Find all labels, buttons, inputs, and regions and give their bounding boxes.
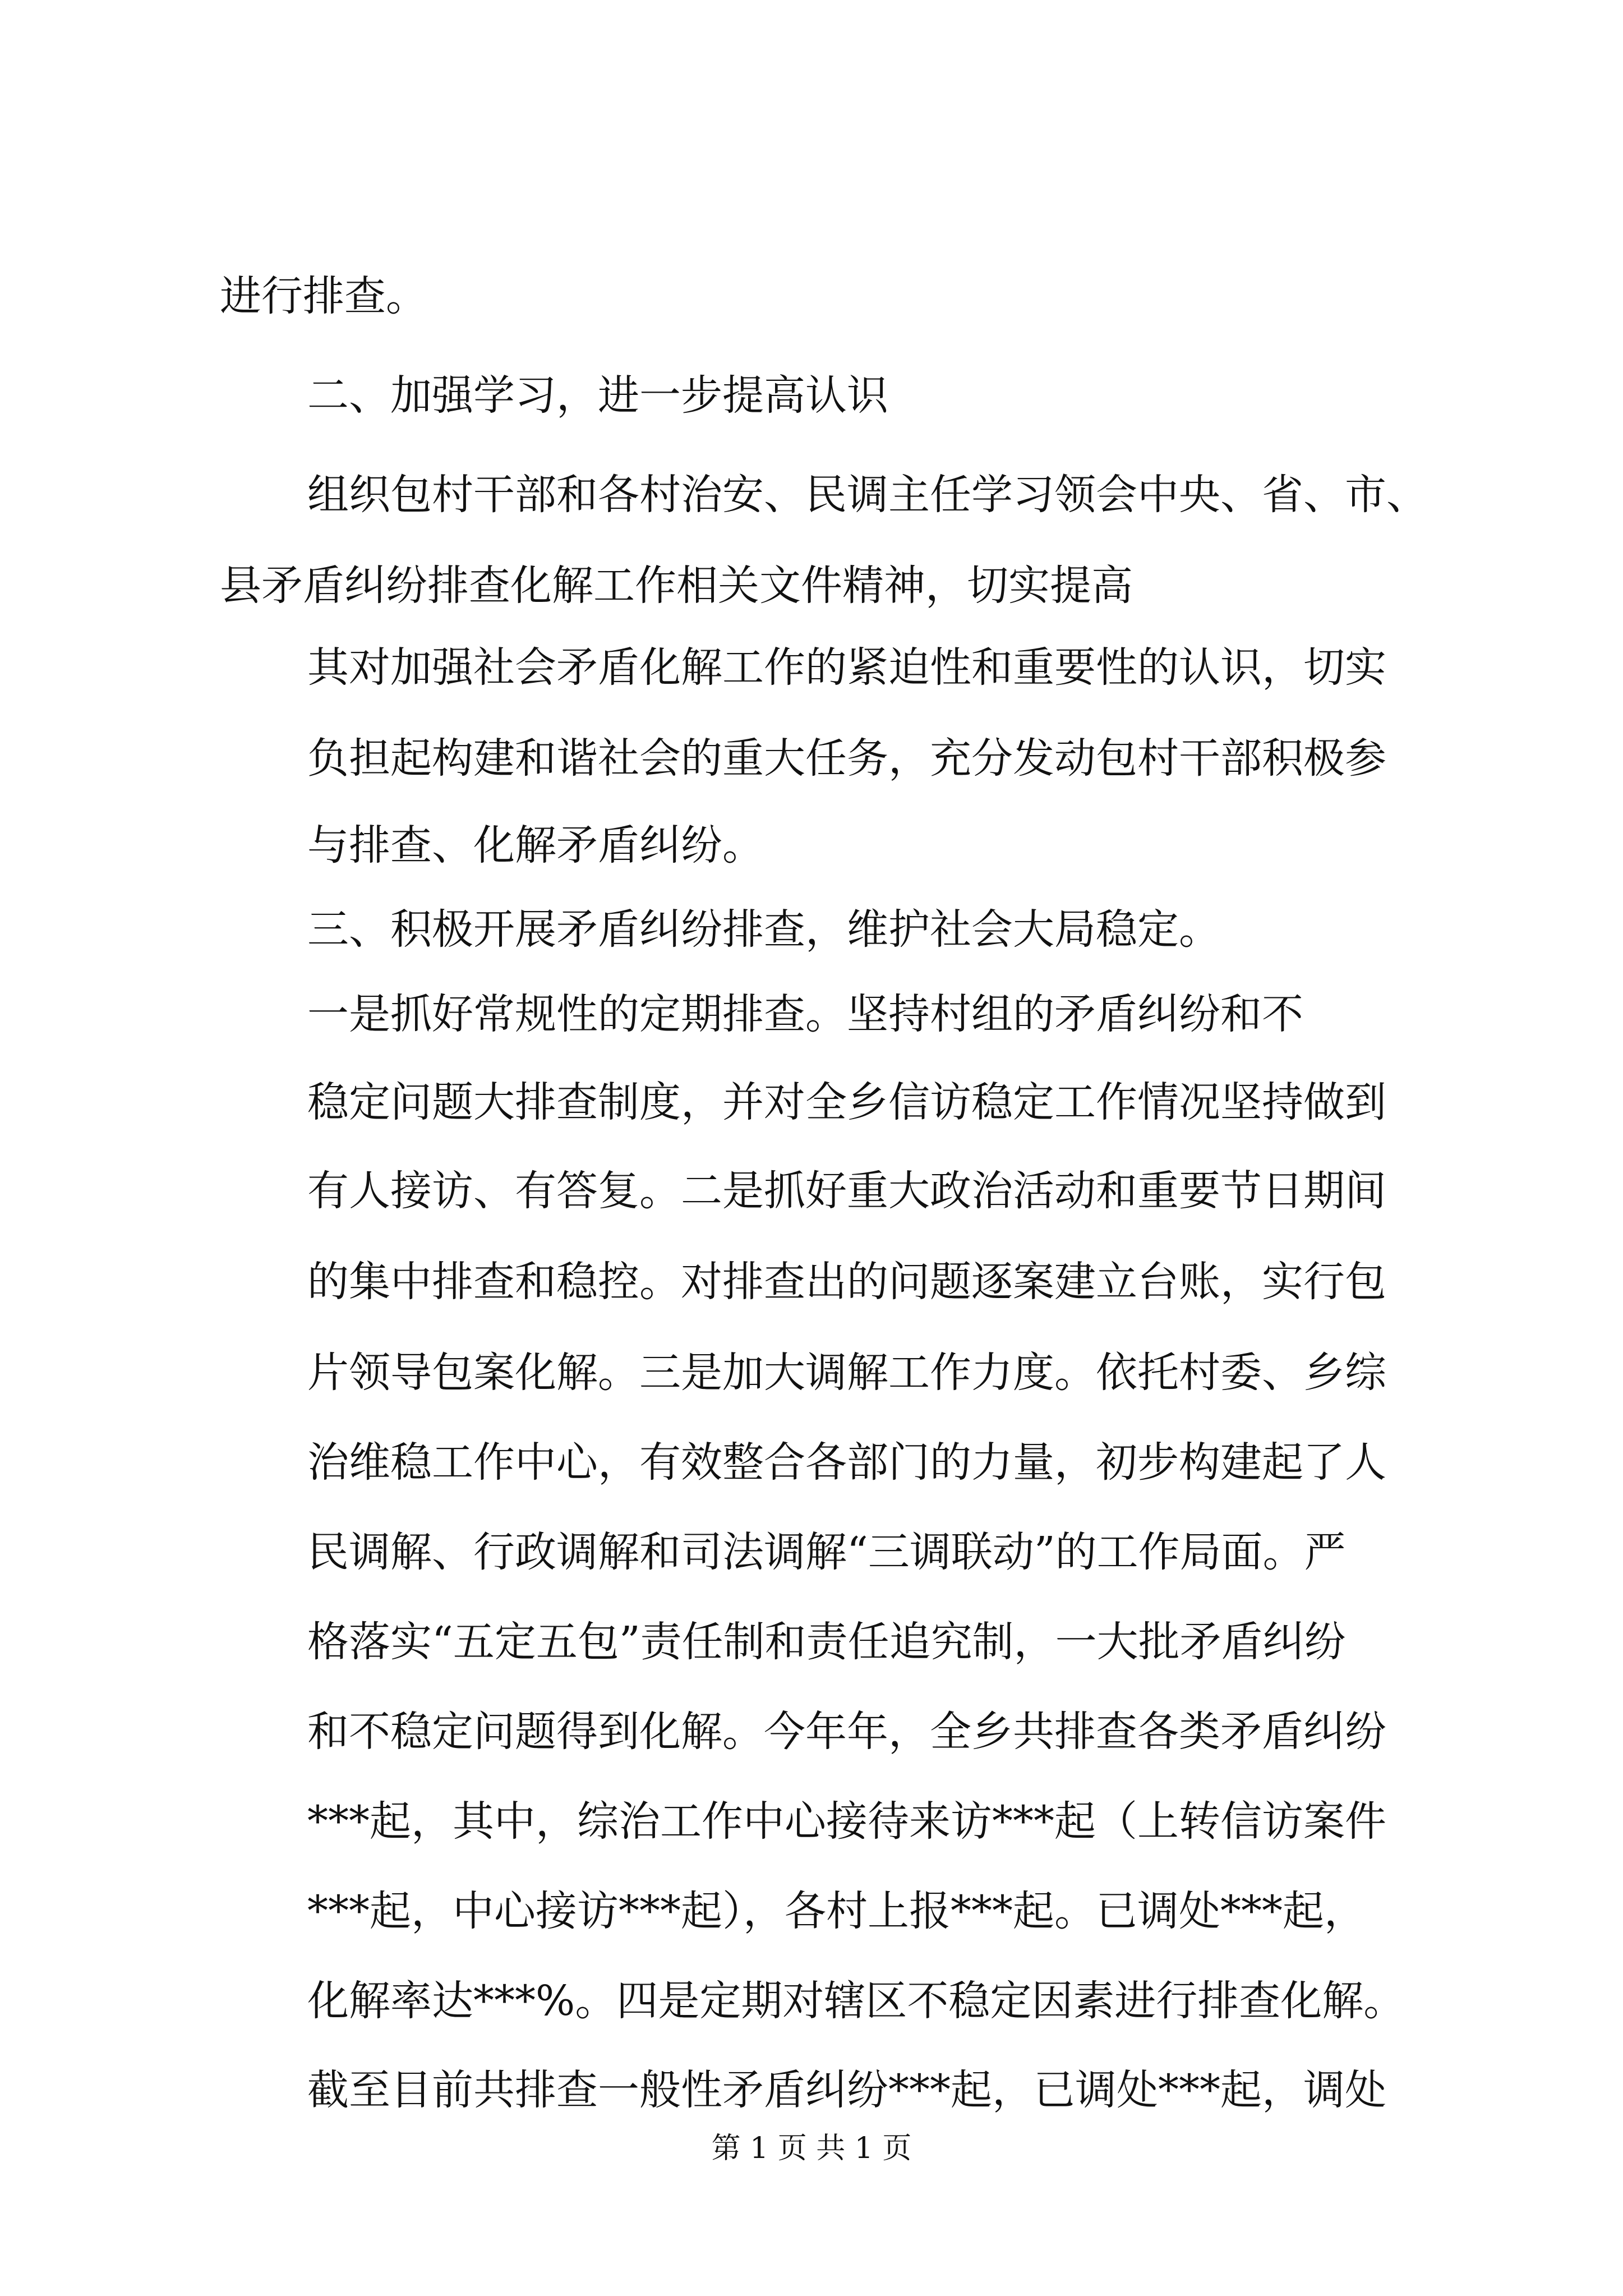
body-line: 稳定问题大排查制度，并对全乡信访稳定工作情况坚持做到 bbox=[307, 1078, 1386, 1126]
section-heading: 二、加强学习，进一步提高认识 bbox=[307, 371, 888, 420]
section-heading: 三、积极开展矛盾纠纷排查，维护社会大局稳定。 bbox=[307, 905, 1220, 954]
body-line: 截至目前共排查一般性矛盾纠纷***起，已调处***起，调处 bbox=[307, 2066, 1386, 2114]
body-line: 民调解、行政调解和司法调解“三调联动”的工作局面。严 bbox=[307, 1528, 1346, 1576]
body-line: 负担起构建和谐社会的重大任务，充分发动包村干部积极参 bbox=[307, 734, 1386, 783]
body-line: 一是抓好常规性的定期排查。坚持村组的矛盾纠纷和不 bbox=[307, 990, 1303, 1038]
body-line: 进行排查。 bbox=[220, 272, 427, 320]
body-line: 治维稳工作中心，有效整合各部门的力量，初步构建起了人 bbox=[307, 1438, 1386, 1487]
body-line: 有人接访、有答复。二是抓好重大政治活动和重要节日期间 bbox=[307, 1167, 1386, 1215]
body-line: 与排查、化解矛盾纠纷。 bbox=[307, 821, 764, 869]
body-line: 组织包村干部和各村治安、民调主任学习领会中央、省、市、 bbox=[307, 471, 1428, 519]
body-line: 格落实“五定五包”责任制和责任追究制，一大批矛盾纠纷 bbox=[307, 1618, 1346, 1666]
body-line: ***起，中心接访***起），各村上报***起。已调处***起， bbox=[307, 1887, 1366, 1935]
body-line: 其对加强社会矛盾化解工作的紧迫性和重要性的认识，切实 bbox=[307, 643, 1386, 692]
body-line: 县矛盾纠纷排查化解工作相关文件精神，切实提高 bbox=[220, 562, 1133, 610]
body-line: 片领导包案化解。三是加大调解工作力度。依托村委、乡综 bbox=[307, 1349, 1386, 1397]
body-line: ***起，其中，综治工作中心接待来访***起（上转信访案件 bbox=[307, 1797, 1386, 1846]
page-number-footer: 第 1 页 共 1 页 bbox=[711, 2132, 912, 2165]
body-line: 的集中排查和稳控。对排查出的问题逐案建立台账，实行包 bbox=[307, 1258, 1386, 1306]
body-line: 和不稳定问题得到化解。今年年，全乡共排查各类矛盾纠纷 bbox=[307, 1708, 1386, 1756]
body-line: 化解率达***%。四是定期对辖区不稳定因素进行排查化解。 bbox=[307, 1977, 1405, 2025]
